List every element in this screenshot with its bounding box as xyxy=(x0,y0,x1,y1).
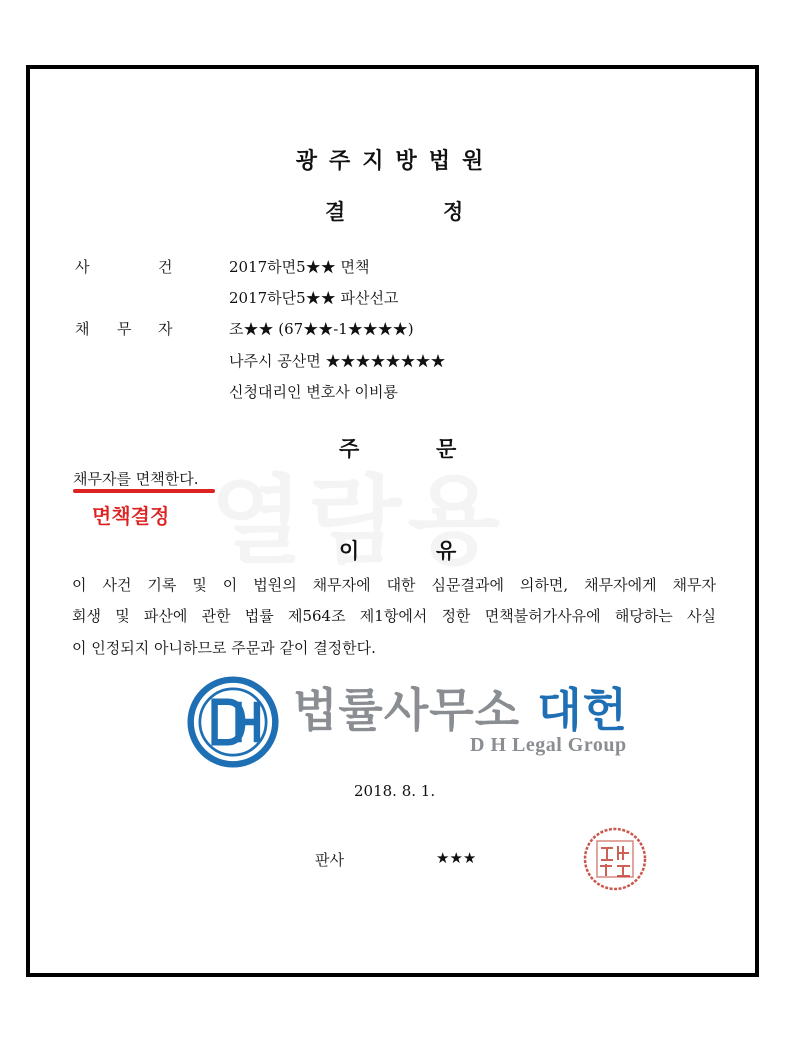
dh-circle-logo-icon xyxy=(187,676,279,768)
case-number-1: 2017하면5★★ 면책 xyxy=(229,258,370,276)
debtor-address: 나주시 공산면 ★★★★★★★★ xyxy=(229,352,446,370)
reason-line-2: 회생 및 파산에 관한 법률 제564조 제1항에서 정한 면책불허가사유에 해당하는 사실 xyxy=(72,607,716,625)
document-title-left: 결 xyxy=(325,200,346,224)
case-number-2: 2017하단5★★ 파산선고 xyxy=(229,289,399,307)
debtor-label-part3: 자 xyxy=(158,320,173,338)
reason-heading-right: 유 xyxy=(436,539,457,563)
logo-english-name: D H Legal Group xyxy=(470,734,627,756)
red-underline xyxy=(73,489,215,493)
logo-korean-name xyxy=(293,674,628,740)
order-heading-right: 문 xyxy=(436,437,457,461)
decision-date: 2018. 8. 1. xyxy=(354,782,436,800)
debtor-label-part2: 무 xyxy=(117,320,132,338)
order-heading-left: 주 xyxy=(339,437,360,461)
judge-label: 판사 xyxy=(315,851,344,869)
court-seal-icon xyxy=(582,826,648,892)
document-title-right: 정 xyxy=(443,200,464,224)
case-label-part2: 건 xyxy=(158,258,173,276)
logo-korean-main: 법률사무소 xyxy=(293,683,521,737)
court-name: 광주지방법원 xyxy=(295,149,496,174)
judge-name: ★★★ xyxy=(436,849,477,867)
debtor-attorney: 신청대리인 변호사 이비룡 xyxy=(229,383,398,401)
debtor-label-part1: 채 xyxy=(75,320,90,338)
debtor-name: 조★★ (67★★-1★★★★) xyxy=(229,320,414,338)
reason-heading-left: 이 xyxy=(339,539,360,563)
case-label-part1: 사 xyxy=(75,258,90,276)
order-text: 채무자를 면책한다. xyxy=(73,470,199,488)
annotation-label: 면책결정 xyxy=(92,504,170,528)
reason-line-1: 이 사건 기록 및 이 법원의 채무자에 대한 심문결과에 의하면, 채무자에게 채무자 xyxy=(72,576,716,594)
logo-korean-accent: 대헌 xyxy=(537,683,629,737)
reason-line-3: 이 인정되지 아니하므로 주문과 같이 결정한다. xyxy=(72,639,376,657)
